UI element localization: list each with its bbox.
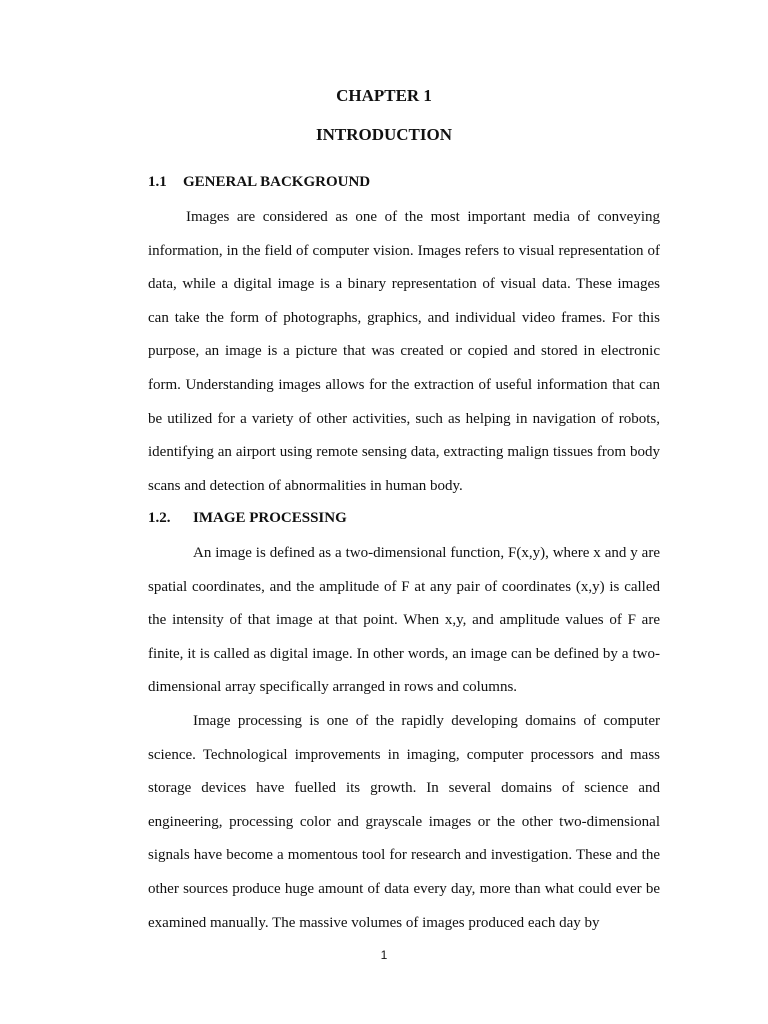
- paragraph-image-processing-domain: Image processing is one of the rapidly developing domains of computer science. Technological improvements in imaging, computer processors and mass storage devices have fuelled its growth. In several domains of science and engineering, processing color and grayscale images or the other two-dimensional signals have become a momentous tool for research and investigation. These and the other sources produce huge amount of data every day, more than what could ever be examined manually. The massive volumes of images produced each day by: [148, 713, 660, 931]
- section-number: 1.1: [148, 174, 167, 190]
- section-heading-image-processing: [148, 510, 347, 527]
- chapter-title: INTRODUCTION: [315, 125, 453, 144]
- section-number: 1.2.: [148, 510, 171, 526]
- section-title: IMAGE PROCESSING: [193, 510, 347, 526]
- paragraph-general-background: Images are considered as one of the most important media of conveying information, in the field of computer vision. Images refers to visual representation of data, while a digital image is a binary representation of visual data. These images can take the form of photographs, graphics, and individual video frames. For this purpose, an image is a picture that was created or copied and stored in electronic form. Understanding images allows for the extraction of useful information that can be utilized for a variety of other activities, such as helping in navigation of robots, identifying an airport using remote sensing data, extracting malign tissues from body scans and detection of abnormalities in human body.: [148, 209, 660, 494]
- section-heading-general-background: [148, 174, 370, 191]
- paragraph-image-definition: An image is defined as a two-dimensional function, F(x,y), where x and y are spatial coordinates, and the amplitude of F at any pair of coordinates (x,y) is called the intensity of that image at that point. When x,y, and amplitude values of F are finite, it is called as digital image. In other words, an image can be defined by a two-dimensional array specifically arranged in rows and columns.: [148, 545, 660, 696]
- chapter-label: CHAPTER 1: [336, 86, 432, 105]
- section-title: GENERAL BACKGROUND: [183, 174, 371, 190]
- page-number: 1: [380, 948, 388, 962]
